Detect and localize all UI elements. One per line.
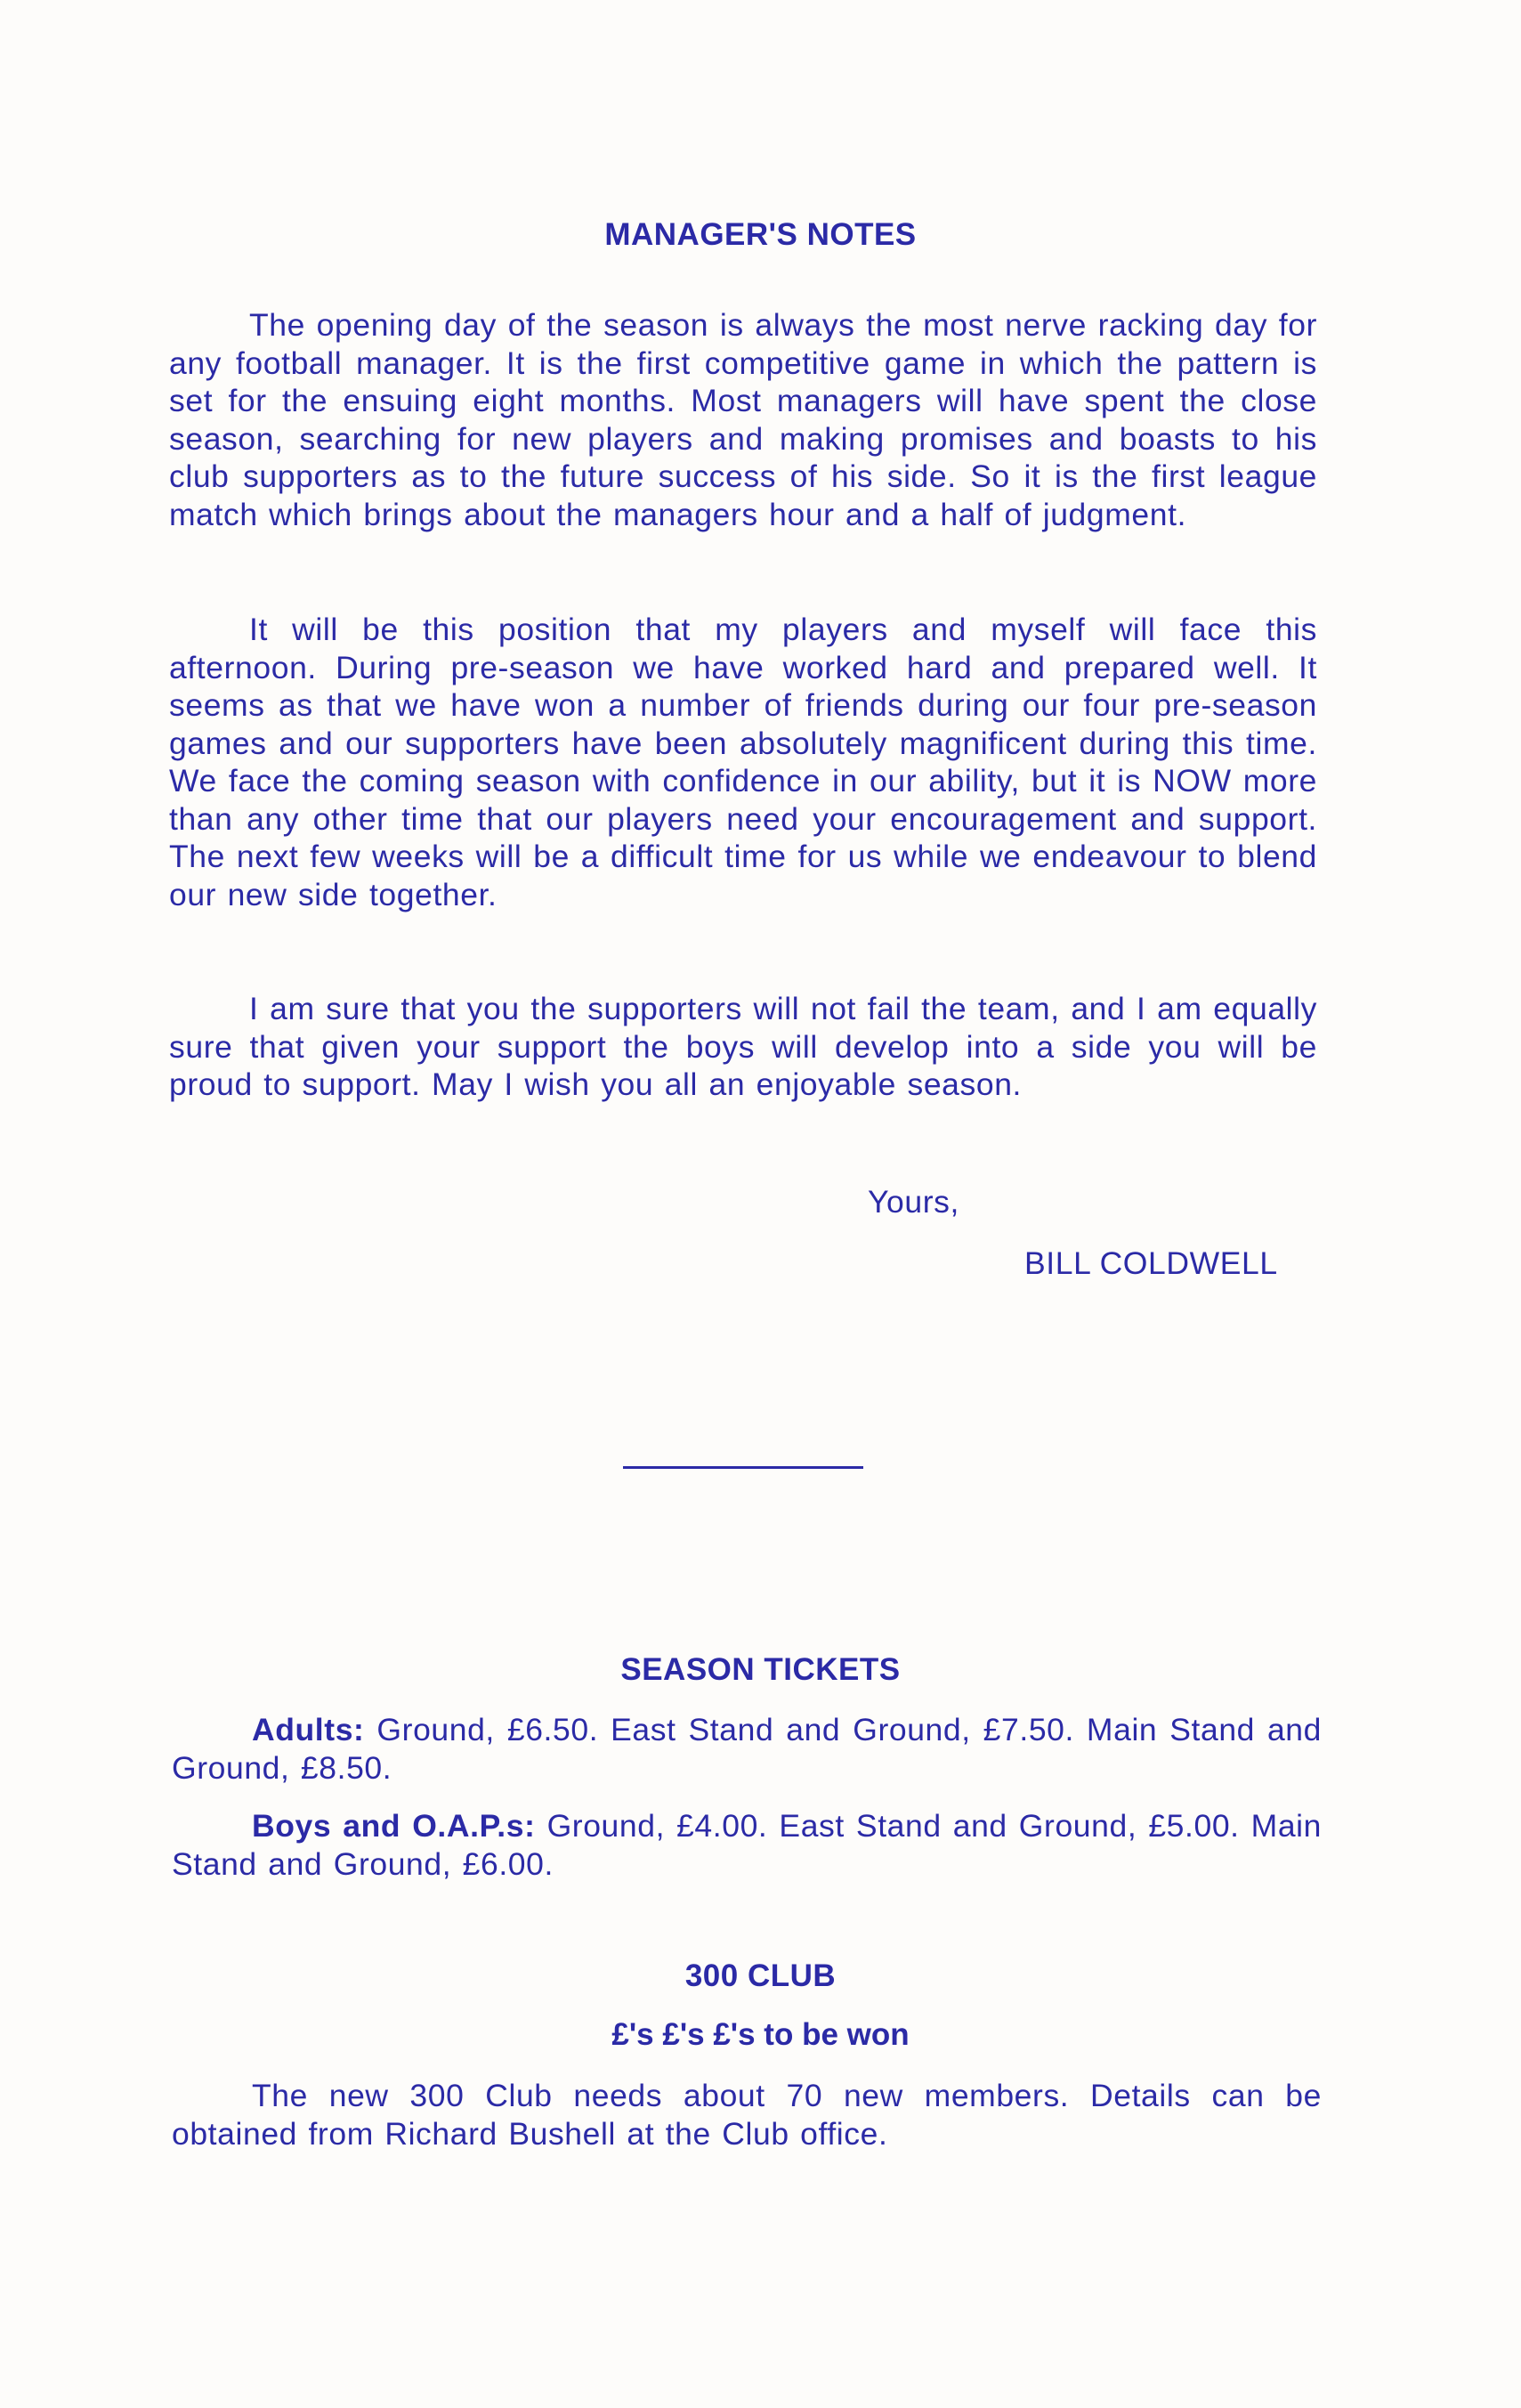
sign-off: Yours,	[868, 1184, 959, 1220]
managers-notes-paragraph-1: The opening day of the season is always the most nerve racking day for any football manager. It is the first competitive game in which the pattern is set for the ensuing eight months. Most managers will have spent the close season, searching for new players and making promises and boasts to his club supporters as to the future success of his side. So it is the first league match which brings about the managers hour and a half of judgment.	[169, 307, 1317, 532]
section-divider	[623, 1466, 863, 1469]
season-tickets-title: SEASON TICKETS	[620, 1652, 901, 1687]
managers-notes-title: MANAGER'S NOTES	[604, 217, 917, 252]
club-300-title: 300 CLUB	[684, 1958, 837, 1993]
manager-signature: BILL COLDWELL	[1024, 1245, 1278, 1281]
club-300-text: The new 300 Club needs about 70 new members. Details can be obtained from Richard Bushell at the Club office.	[172, 2078, 1322, 2152]
boys-oap-label: Boys and O.A.P.s:	[252, 1808, 536, 1844]
managers-notes-paragraph-2: It will be this position that my players and myself will face this afternoon. During pre-season we have worked hard and prepared well. It seems as that we have won a number of friends during our four pre-season games and our supporters have been absolutely magnificent during this time. We face the coming season with confidence in our ability, but it is NOW more than any other time that our players need your encouragement and support. The next few weeks will be a difficult time for us while we endeavour to blend our new side together.	[169, 612, 1317, 912]
adults-prices	[172, 1711, 1322, 1787]
adults-prices-text: Ground, £6.50. East Stand and Ground, £7.50. Main Stand and Ground, £8.50.	[172, 1712, 1322, 1786]
club-300-subtitle: £'s £'s £'s to be won	[611, 2017, 910, 2052]
boys-oap-prices-text: Ground, £4.00. East Stand and Ground, £5.00. Main Stand and Ground, £6.00.	[172, 1808, 1323, 1882]
boys-oap-prices	[172, 1807, 1322, 1883]
adults-label: Adults:	[252, 1712, 365, 1747]
managers-notes-paragraph-3: I am sure that you the supporters will not fail the team, and I am equally sure that given your support the boys will develop into a side you will be proud to support. May I wish you all an enjoyable season.	[169, 991, 1317, 1102]
